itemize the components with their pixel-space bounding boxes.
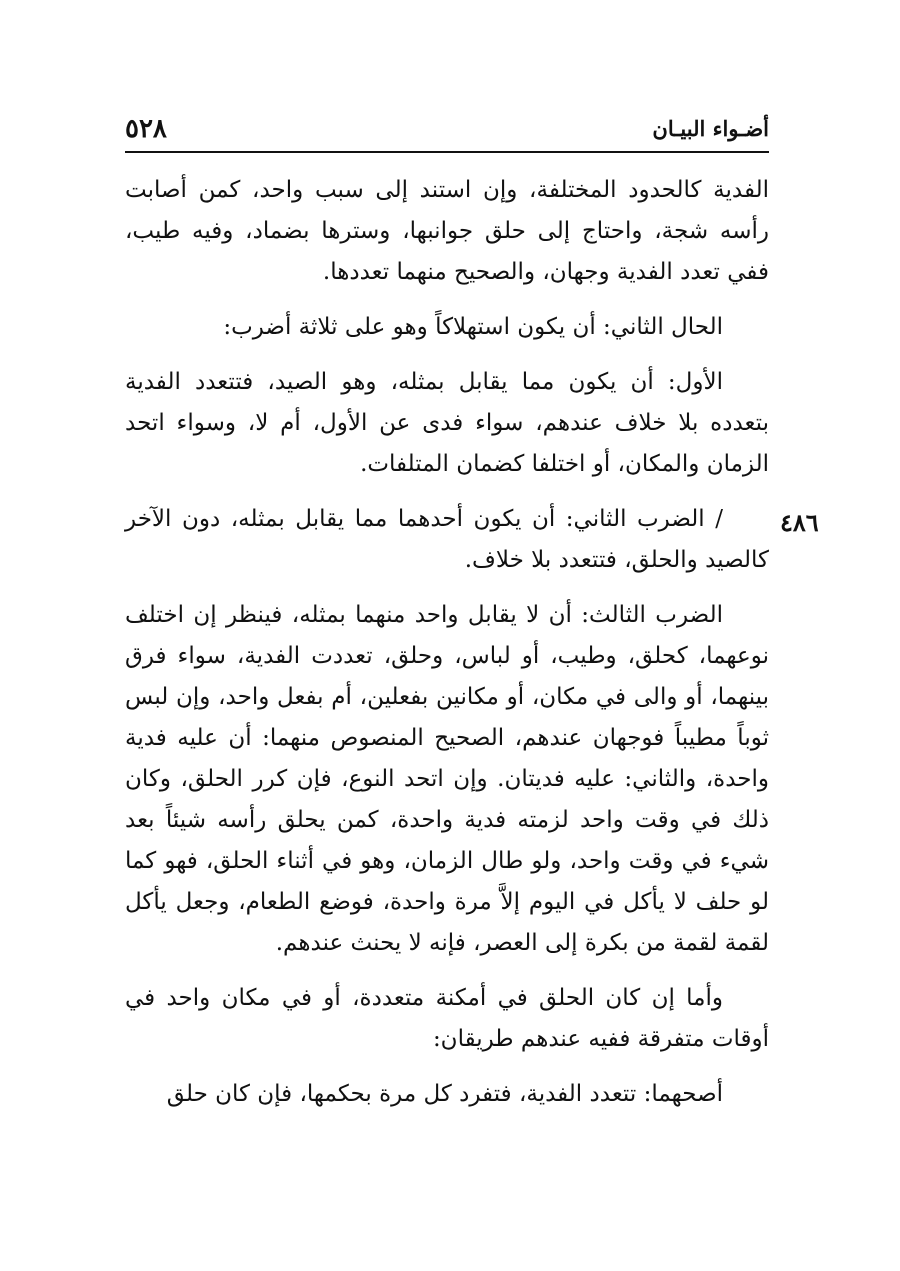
paragraph-6: وأما إن كان الحلق في أمكنة متعددة، أو في مكان واحد في أوقات متفرقة ففيه عندهم طريقان: <box>125 985 769 1052</box>
paragraph-5: الضرب الثالث: أن لا يقابل واحد منهما بمثله، فينظر إن اختلف نوعهما، كحلق، وطيب، أو لباس، وحلق، تعددت الفدية، سواء فرق بينهما، أو والى في مكان، أو مكانين بفعلين، أم بفعل واحد، وإن لبس ثوباً مطيباً فوجهان عندهم، الصحيح المنصوص منهما: أن عليه فدية واحدة، والثاني: عليه فديتان. وإن اتحد النوع، فإن كرر الحلق، وكان ذلك في وقت واحد لزمته فدية واحدة، كمن يحلق رأسه شيئاً بعد شيء في وقت واحد، ولو طال الزمان، وهو في أثناء الحلق، فهو كما لو حلف لا يأكل في اليوم إلاَّ مرة واحدة، فوضع الطعام، وجعل يأكل لقمة لقمة من بكرة إلى العصر، فإنه لا يحنث عندهم. <box>125 602 769 956</box>
header-rule <box>125 151 769 153</box>
paragraph-1: الفدية كالحدود المختلفة، وإن استند إلى سبب واحد، كمن أصابت رأسه شجة، واحتاج إلى حلق جوانبها، وسترها بضماد، وفيه طيب، ففي تعدد الفدية وجهان، والصحيح منهما تعددها. <box>125 177 769 285</box>
paragraph-7: أصحهما: تتعدد الفدية، فتفرد كل مرة بحكمها، فإن كان حلق <box>166 1081 723 1107</box>
main-text <box>125 170 769 1129</box>
book-title: أضـواء البيـان <box>652 116 769 141</box>
page-header <box>125 108 769 148</box>
paragraph-2: الحال الثاني: أن يكون استهلاكاً وهو على ثلاثة أضرب: <box>223 314 723 340</box>
page-number: ٥٢٨ <box>125 114 167 144</box>
paragraph-4: / الضرب الثاني: أن يكون أحدهما مما يقابل بمثله، دون الآخر كالصيد والحلق، فتتعدد بلا خلاف. <box>125 506 769 573</box>
margin-page-reference: ٤٨٦ <box>780 508 819 537</box>
paragraph-3: الأول: أن يكون مما يقابل بمثله، وهو الصيد، فتتعدد الفدية بتعدده بلا خلاف عندهم، سواء فدى عن الأول، أم لا، وسواء اتحد الزمان والمكان، أو اختلفا كضمان المتلفات. <box>125 369 769 477</box>
